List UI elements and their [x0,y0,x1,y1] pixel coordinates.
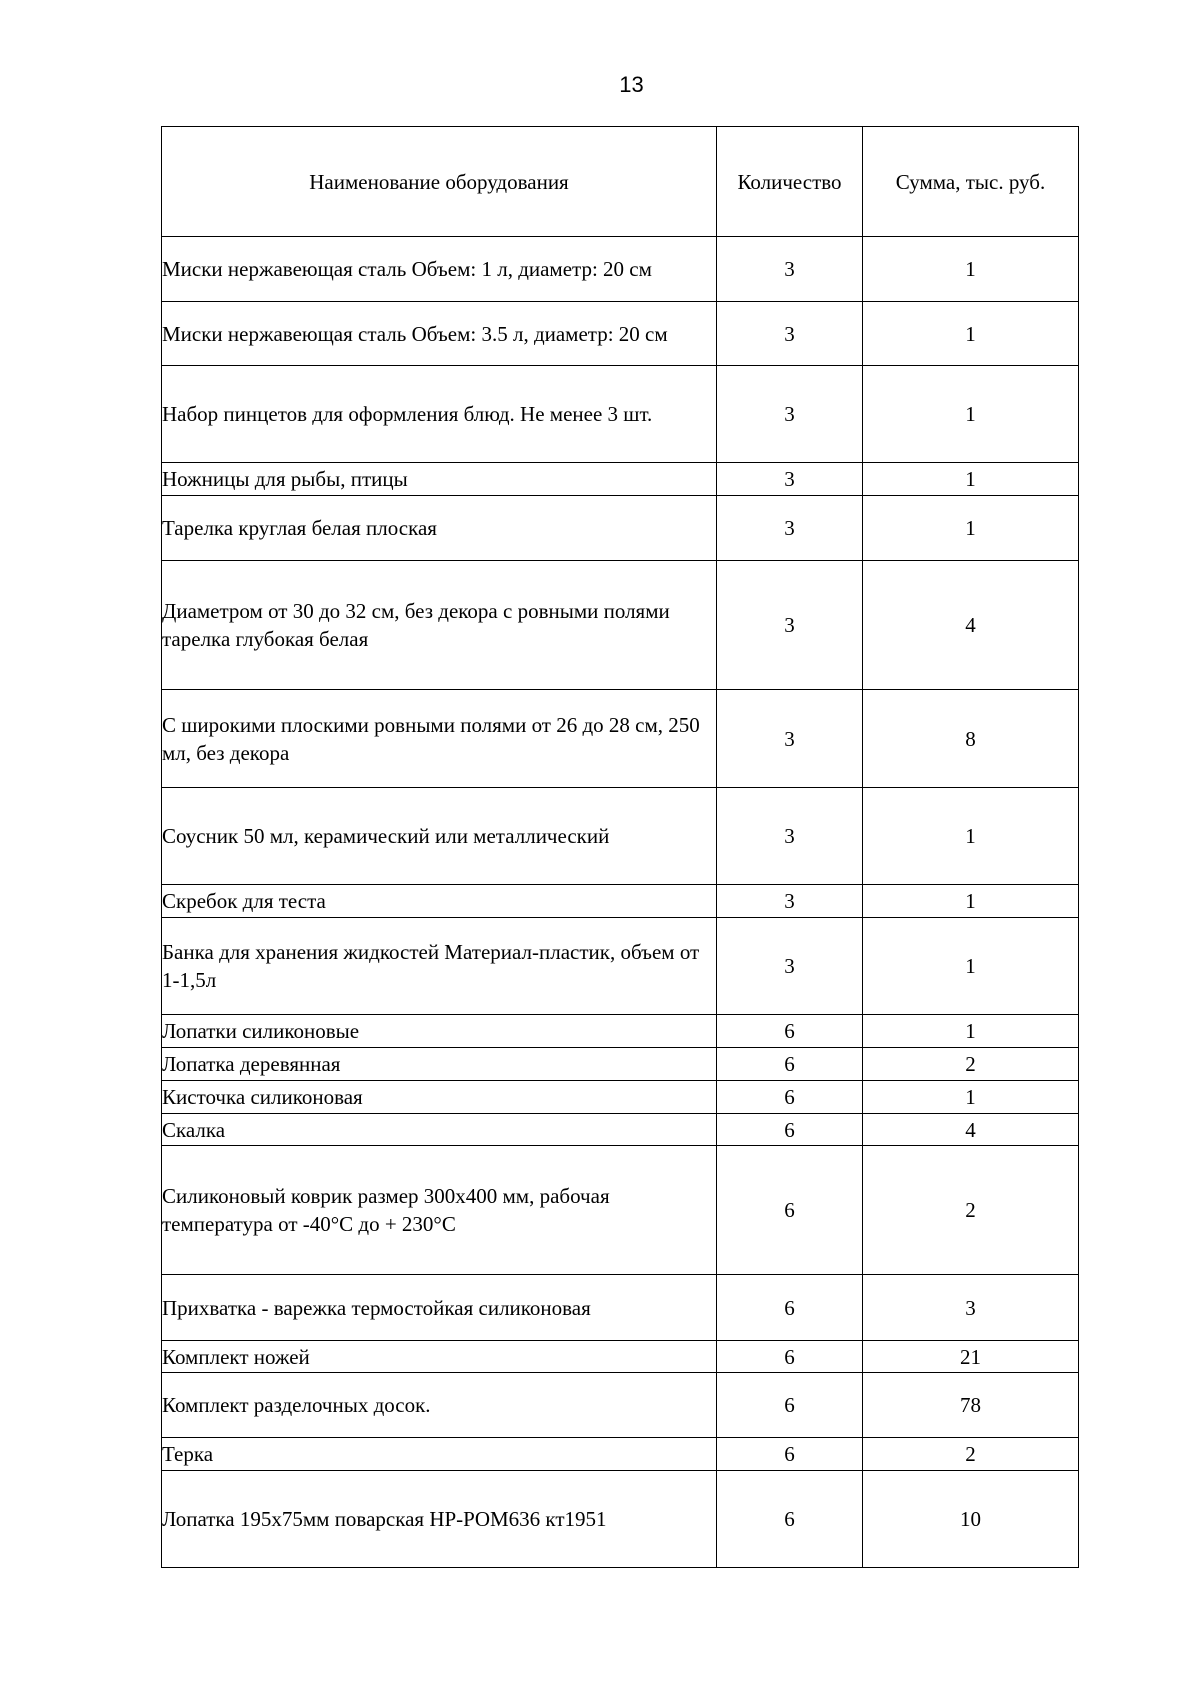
cell-quantity: 6 [717,1114,863,1146]
page-number: 13 [619,72,644,97]
cell-name: С широкими плоскими ровными полями от 26 до 28 см, 250 мл, без декора [162,690,717,788]
cell-name: Миски нержавеющая сталь Объем: 1 л, диаметр: 20 см [162,237,717,302]
table-row [162,302,1079,366]
cell-sum: 1 [863,788,1079,885]
cell-quantity: 6 [717,1081,863,1114]
cell-name: Кисточка силиконовая [162,1081,717,1114]
cell-sum: 2 [863,1048,1079,1081]
cell-quantity: 6 [717,1275,863,1341]
table-row [162,496,1079,561]
cell-quantity: 3 [717,496,863,561]
cell-name: Лопатки силиконовые [162,1015,717,1048]
cell-quantity: 6 [717,1471,863,1568]
cell-quantity: 3 [717,885,863,918]
cell-name: Ножницы для рыбы, птицы [162,463,717,496]
table-row [162,1146,1079,1275]
cell-name: Силиконовый коврик размер 300х400 мм, рабочая температура от -40°С до + 230°С [162,1146,717,1275]
cell-sum: 2 [863,1146,1079,1275]
cell-name: Скалка [162,1114,717,1146]
table-header-row [162,127,1079,237]
cell-quantity: 3 [717,237,863,302]
cell-quantity: 3 [717,561,863,690]
cell-name: Терка [162,1438,717,1471]
cell-name: Прихватка - варежка термостойкая силиконовая [162,1275,717,1341]
table-row [162,1471,1079,1568]
table-row [162,885,1079,918]
table-row [162,1081,1079,1114]
table-row [162,1341,1079,1373]
cell-quantity: 3 [717,690,863,788]
header-name: Наименование оборудования [162,127,717,237]
cell-sum: 1 [863,366,1079,463]
cell-sum: 4 [863,1114,1079,1146]
table-row [162,237,1079,302]
cell-sum: 1 [863,496,1079,561]
cell-name: Тарелка круглая белая плоская [162,496,717,561]
cell-name: Скребок для теста [162,885,717,918]
cell-name: Соусник 50 мл, керамический или металлический [162,788,717,885]
cell-quantity: 6 [717,1438,863,1471]
header-quantity: Количество [717,127,863,237]
cell-name: Лопатка деревянная [162,1048,717,1081]
cell-sum: 10 [863,1471,1079,1568]
cell-sum: 1 [863,885,1079,918]
cell-quantity: 6 [717,1373,863,1438]
table-row [162,1048,1079,1081]
table-row [162,561,1079,690]
cell-quantity: 3 [717,788,863,885]
cell-name: Диаметром от 30 до 32 см, без декора с ровными полями тарелка глубокая белая [162,561,717,690]
cell-sum: 21 [863,1341,1079,1373]
table-row [162,788,1079,885]
cell-sum: 1 [863,1081,1079,1114]
cell-sum: 8 [863,690,1079,788]
cell-sum: 1 [863,237,1079,302]
table-row [162,1373,1079,1438]
cell-name: Комплект ножей [162,1341,717,1373]
cell-sum: 3 [863,1275,1079,1341]
table-row [162,1015,1079,1048]
cell-quantity: 3 [717,302,863,366]
table-row [162,1275,1079,1341]
cell-sum: 1 [863,302,1079,366]
cell-quantity: 3 [717,366,863,463]
cell-name: Набор пинцетов для оформления блюд. Не менее 3 шт. [162,366,717,463]
cell-name: Банка для хранения жидкостей Материал-пластик, объем от 1-1,5л [162,918,717,1015]
cell-quantity: 6 [717,1341,863,1373]
cell-quantity: 6 [717,1146,863,1275]
cell-name: Лопатка 195х75мм поварская HP-POM636 кт1951 [162,1471,717,1568]
table-row [162,1114,1079,1146]
table-row [162,1438,1079,1471]
cell-quantity: 6 [717,1015,863,1048]
cell-sum: 2 [863,1438,1079,1471]
header-sum: Сумма, тыс. руб. [863,127,1079,237]
table-row [162,463,1079,496]
equipment-table [161,126,1079,1568]
cell-sum: 4 [863,561,1079,690]
cell-sum: 1 [863,918,1079,1015]
cell-name: Комплект разделочных досок. [162,1373,717,1438]
table-row [162,918,1079,1015]
table-row [162,690,1079,788]
cell-quantity: 3 [717,463,863,496]
cell-sum: 1 [863,1015,1079,1048]
table-row [162,366,1079,463]
cell-quantity: 6 [717,1048,863,1081]
cell-name: Миски нержавеющая сталь Объем: 3.5 л, диаметр: 20 см [162,302,717,366]
cell-quantity: 3 [717,918,863,1015]
cell-sum: 1 [863,463,1079,496]
cell-sum: 78 [863,1373,1079,1438]
